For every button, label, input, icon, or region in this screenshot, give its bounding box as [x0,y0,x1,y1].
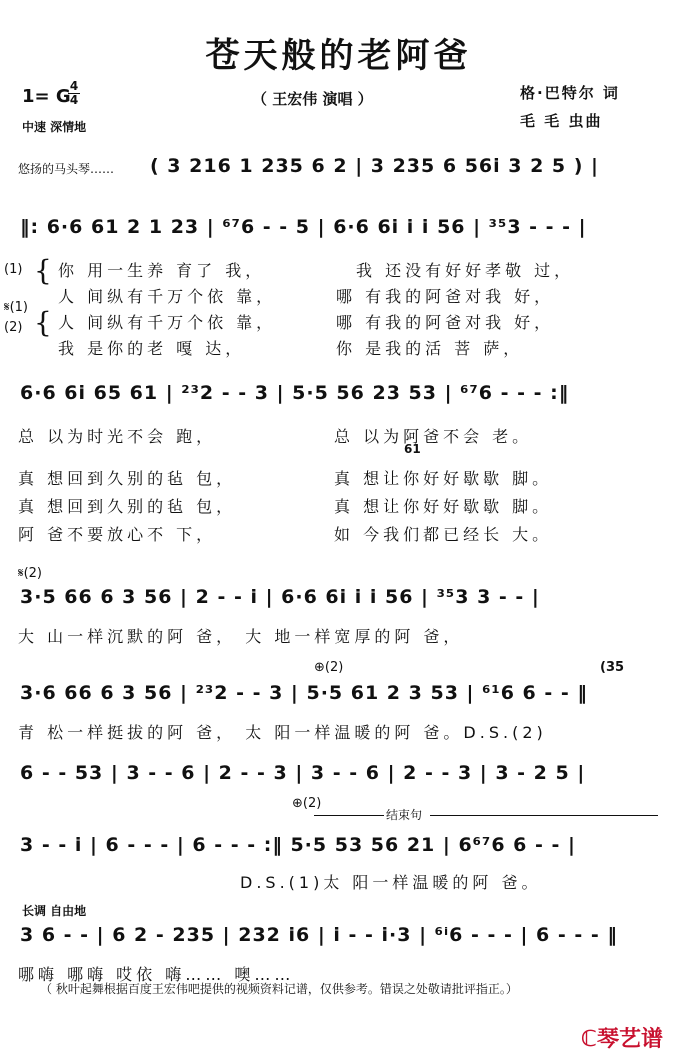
lyric-r1b-l3: 哪 有我的阿爸对我 好， [336,313,555,332]
lyric-row-4: 青 松一样挺拔的阿 爸， 太 阳一样温暖的阿 爸。D.S.(2) [18,723,547,742]
lyric-r2-l2: 真 想回到久别的毡 包， [18,469,237,488]
notation-row-5: 6 - - 53 | 3 - - 6 | 2 - - 3 | 3 - - 6 | 2 - - 3 | 3 - 2 5 | [20,762,586,784]
lyric-r1b-l4: 你 是我的活 菩 萨， [336,339,524,358]
notation-row-1: ‖: 6·6 61 2 1 23 | ⁶⁷6 - - 5 | 6·6 6i i i 56 | ³⁵3 - - - | [20,216,587,238]
lyric-r2-l1: 总 以为时光不会 跑， [18,427,217,446]
lyric-r1-l1: 你 用一生养 育了 我， [58,261,266,280]
segno-verse-1: 𝄋(1) [4,300,29,315]
lyric-r2b-l3: 真 想让你好好歇歇 脚。 [334,497,553,516]
logo-icon: ℂ [580,1027,597,1052]
notation-row-2: 6·6 6i 65 61 | ²³2 - - 3 | 5·5 56 23 53 | ⁶⁷6 - - - :‖ [20,382,570,404]
lyric-r1-l2: 人 间纵有千万个依 靠， [58,287,277,306]
lyric-r2b-l2: 真 想让你好好歇歇 脚。 [334,469,553,488]
time-top: 4 [69,79,79,93]
long-tune-label: 长调 自由地 [22,904,87,918]
brace-lower: { [34,306,52,339]
site-logo [581,1022,663,1053]
singer-credit: （ 王宏伟 演唱 ） [252,90,373,108]
bracket-row-4: (35 [600,660,625,675]
coda-row-6: ⊕(2) [292,796,322,811]
notation-row-7: 3 6 - - | 6 2 - 235 | 232 i6 | i - - i·3 | ⁶ⁱ6 - - - | 6 - - - ‖ [20,924,618,946]
lyric-r1b-l1: 我 还没有好好孝敬 过， [356,261,575,280]
page-title: 苍天般的老阿爸 [205,36,472,76]
time-bottom: 4 [69,93,79,107]
lyric-row-6: D.S.(1)太 阳一样温暖的阿 爸。 [240,873,542,892]
time-signature [68,80,80,107]
alt-notes: 61 [404,442,421,456]
brace-upper: { [34,254,52,287]
segno-row-3: 𝄋(2) [18,566,43,581]
notation-row-3: 3·5 66 6 3 56 | 2 - - i | 6·6 6i i i 56 | ³⁵3 3 - - | [20,586,540,608]
ending-label: 结束句 [386,808,423,822]
notation-row-6: 3 - - i | 6 - - - | 6 - - - :‖ 5·5 53 56 21 | 6⁶⁷6 6 - - | [20,834,576,856]
lyric-row-3: 大 山一样沉默的阿 爸， 大 地一样宽厚的阿 爸， [18,627,464,646]
composer-credit: 毛 毛 虫曲 [520,112,603,130]
coda-row-4: ⊕(2) [314,660,344,675]
intro-notes: ( 3 216 1 235 6 2 | 3 235 6 56i 3 2 5 ) | [150,155,599,177]
lyric-r2b-l1: 总 以为阿爸不会 老。 [334,427,533,446]
intro-label: 悠扬的马头琴…… [18,162,115,176]
verse-label-1: (1) [4,262,23,277]
lyric-row-7: 哪嗨 哪嗨 哎依 嗨…… 噢…… [18,965,295,984]
lyric-r2-l3: 真 想回到久别的毡 包， [18,497,237,516]
footnote: （ 秋叶起舞根据百度王宏伟吧提供的视频资料记谱，仅供参考。错误之处敬请批评指正。） [40,982,518,996]
notation-row-4: 3·6 66 6 3 56 | ²³2 - - 3 | 5·5 61 2 3 53 | ⁶¹6 6 - - ‖ [20,682,588,704]
verse-label-2: (2) [4,320,23,335]
lyric-r1b-l2: 哪 有我的阿爸对我 好， [336,287,555,306]
key-signature: 1= G [22,86,71,107]
ending-bracket-left [314,815,384,816]
ending-bracket-right [430,815,658,816]
lyric-r1-l3: 人 间纵有千万个依 靠， [58,313,277,332]
lyric-r2b-l4: 如 今我们都已经长 大。 [334,525,553,544]
lyric-r1-l4: 我 是你的老 嘎 达， [58,339,246,358]
lyric-r2-l4: 阿 爸不要放心不 下， [18,525,217,544]
lyricist-credit: 格·巴特尔 词 [520,84,620,102]
tempo-marking: 中速 深情地 [22,120,87,134]
logo-text: 琴艺谱 [596,1027,663,1052]
